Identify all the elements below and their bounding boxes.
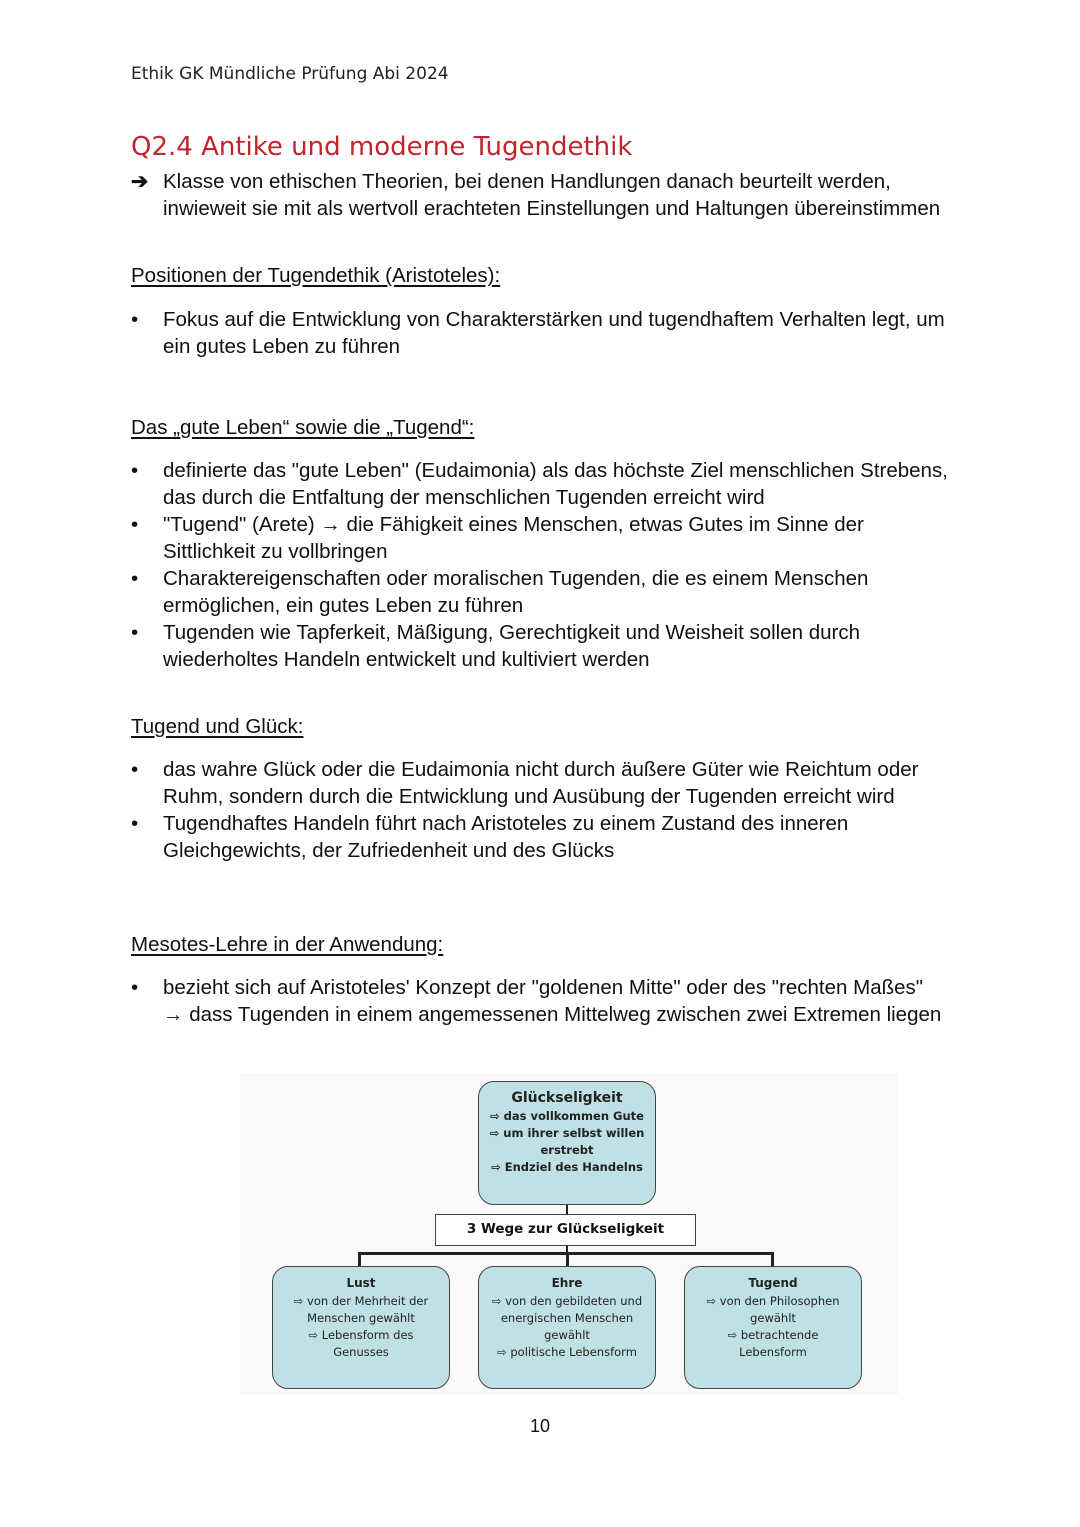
heading-tugend-glueck: Tugend und Glück: xyxy=(131,715,304,738)
connector-line xyxy=(358,1252,361,1266)
glueckseligkeit-diagram xyxy=(240,1073,898,1395)
list-gutes-leben xyxy=(131,457,961,673)
list-item: • definierte das "gute Leben" (Eudaimonia) als das höchste Ziel menschlichen Strebens, das durch die Entfaltung der menschlichen Tugenden erreicht wird xyxy=(131,459,948,509)
heading-positionen: Positionen der Tugendethik (Aristoteles): xyxy=(131,264,501,287)
list-item: • das wahre Glück oder die Eudaimonia nicht durch äußere Güter wie Reichtum oder Ruhm, sondern durch die Entwicklung und Ausübung der Tugenden erreicht wird xyxy=(131,758,919,808)
list-mesotes xyxy=(131,974,961,1028)
page-number: 10 xyxy=(529,1416,551,1436)
list-item: • "Tugend" (Arete) → die Fähigkeit eines Menschen, etwas Gutes im Sinne der Sittlichkeit zu vollbringen xyxy=(131,513,864,563)
list-item: • bezieht sich auf Aristoteles' Konzept der "goldenen Mitte" oder des "rechten Maßes" → dass Tugenden in einem angemessenen Mittelweg zwischen zwei Extremen liegen xyxy=(131,974,961,1028)
list-item: • Charaktereigenschaften oder moralischen Tugenden, die es einem Menschen ermöglichen, ein gutes Leben zu führen xyxy=(131,567,869,617)
list-item: • Tugendhaftes Handeln führt nach Aristoteles zu einem Zustand des inneren Gleichgewichts, der Zufriedenheit und des Glücks xyxy=(131,812,849,862)
diagram-box-lust: Lust ⇨ von der Mehrheit der Menschen gewählt ⇨ Lebensform des Genusses xyxy=(272,1266,450,1389)
connector-line xyxy=(771,1252,774,1266)
intro-text: Klasse von ethischen Theorien, bei denen Handlungen danach beurteilt werden, inwieweit sie mit als wertvoll erachteten Einstellungen und Haltungen übereinstimmen xyxy=(163,170,941,220)
diagram-box-ehre: Ehre ⇨ von den gebildeten und energischen Menschen gewählt ⇨ politische Lebensform xyxy=(478,1266,656,1389)
connector-line xyxy=(566,1252,569,1266)
page-header: Ethik GK Mündliche Prüfung Abi 2024 xyxy=(131,64,449,84)
list-item: • Tugenden wie Tapferkeit, Mäßigung, Gerechtigkeit und Weisheit sollen durch wiederholtes Handeln entwickelt und kultiviert werden xyxy=(131,621,861,671)
diagram-box-drei-wege: 3 Wege zur Glückseligkeit xyxy=(435,1214,696,1246)
heading-gutes-leben: Das „gute Leben“ sowie die „Tugend“: xyxy=(131,416,475,439)
list-tugend-glueck xyxy=(131,756,961,864)
diagram-box-glueckseligkeit: Glückseligkeit ⇨ das vollkommen Gute ⇨ um ihrer selbst willen erstrebt ⇨ Endziel des Handelns xyxy=(478,1081,656,1205)
arrow-icon: ➔ xyxy=(131,170,149,193)
connector-line xyxy=(566,1205,568,1214)
section-title: Q2.4 Antike und moderne Tugendethik xyxy=(131,132,633,162)
intro-statement xyxy=(131,168,961,222)
heading-mesotes: Mesotes-Lehre in der Anwendung: xyxy=(131,933,444,956)
mesotes-note: → dass Tugenden in einem angemessenen Mittelweg zwischen zwei Extremen liegen xyxy=(163,1003,942,1026)
list-item: • Fokus auf die Entwicklung von Charakterstärken und tugendhaftem Verhalten legt, um ein gutes Leben zu führen xyxy=(131,308,945,358)
diagram-box-tugend: Tugend ⇨ von den Philosophen gewählt ⇨ betrachtende Lebensform xyxy=(684,1266,862,1389)
list-positionen xyxy=(131,306,961,360)
